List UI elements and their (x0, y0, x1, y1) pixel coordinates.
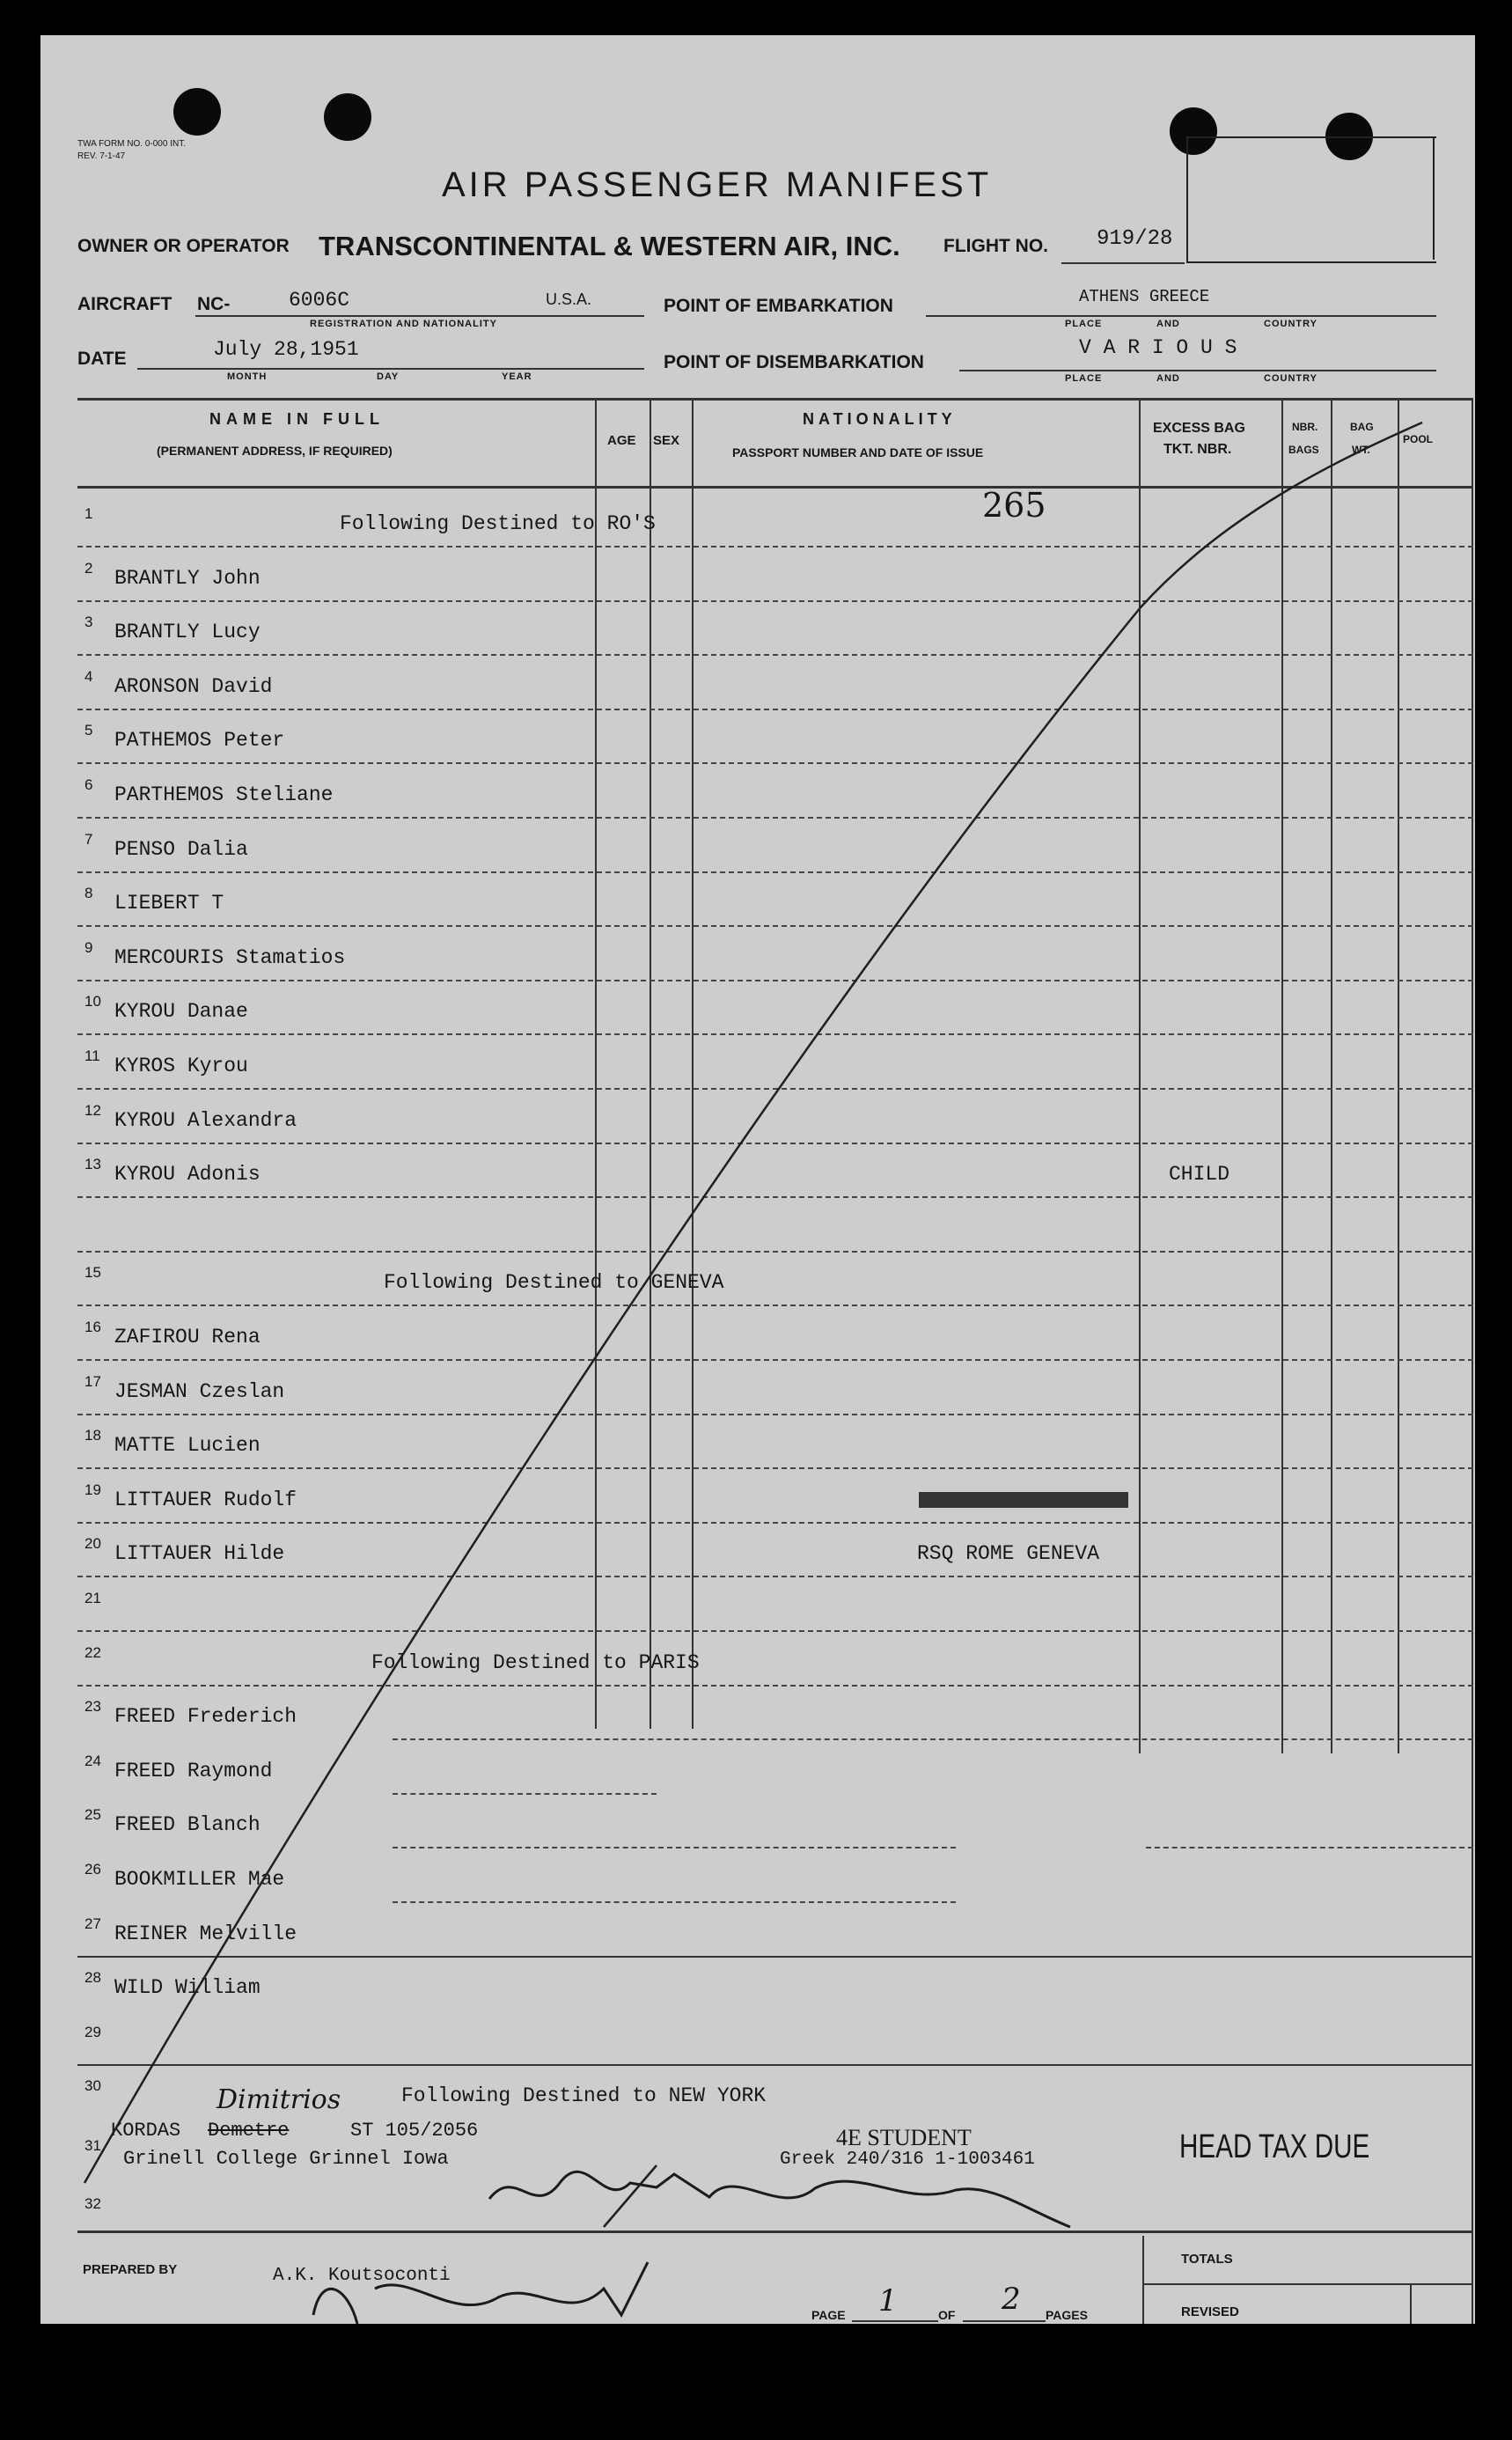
passenger-name: WILD William (114, 1976, 261, 2000)
row-number: 22 (84, 1643, 101, 1661)
col-name-sub: (PERMANENT ADDRESS, IF REQUIRED) (157, 444, 393, 458)
date-day-sub: DAY (377, 371, 400, 382)
row31-struck-name: Demetre (208, 2120, 290, 2142)
col-excess-1: EXCESS BAG (1153, 421, 1245, 436)
flight-number: 919/28 (1097, 227, 1173, 251)
col-name-title: NAME IN FULL (209, 410, 385, 428)
date-label: DATE (77, 349, 127, 369)
passenger-name: BOOKMILLER Mae (114, 1868, 285, 1891)
page-number: 1 (878, 2283, 898, 2319)
passenger-name: KYROU Adonis (114, 1163, 261, 1187)
col-nbr-2: BAGS (1288, 444, 1319, 456)
passenger-name: BRANTLY Lucy (114, 621, 261, 644)
revised-label: REVISED (1181, 2304, 1239, 2319)
passenger-name: BRANTLY John (114, 566, 261, 590)
row-number-31: 31 (84, 2137, 101, 2154)
row31-name: KORDAS (111, 2120, 181, 2142)
passenger-name: MATTE Lucien (114, 1434, 261, 1458)
aircraft-nation: U.S.A. (546, 290, 592, 308)
of-label: OF (938, 2308, 956, 2322)
row-number: 16 (84, 1319, 101, 1335)
passenger-name: ZAFIROU Rena (114, 1326, 261, 1349)
row-number: 1 (84, 505, 93, 522)
row-number: 29 (84, 2023, 101, 2040)
passenger-name: PATHEMOS Peter (114, 729, 285, 753)
embark-place-sub: PLACE (1065, 319, 1103, 329)
embark-and-sub: AND (1156, 319, 1180, 329)
owner-label: OWNER OR OPERATOR (77, 236, 290, 256)
row-number: 19 (84, 1481, 101, 1498)
destination-heading: Following Destined to PARIS (371, 1650, 700, 1674)
passenger-name: FREED Blanch (114, 1813, 261, 1837)
destination-heading: Following Destined to GENEVA (384, 1271, 724, 1295)
row31-id: ST 105/2056 (350, 2120, 479, 2142)
row-number: 7 (84, 830, 93, 848)
date-month-sub: MONTH (227, 371, 268, 382)
row31-status-stamp: 4E STUDENT (836, 2125, 972, 2150)
prepared-by: A.K. Koutsoconti (273, 2266, 451, 2286)
date-value: July 28,1951 (213, 338, 359, 361)
passenger-name: KYROS Kyrou (114, 1055, 248, 1077)
flight-label: FLIGHT NO. (943, 236, 1048, 256)
pages-label: PAGES (1046, 2308, 1088, 2322)
excess-bag-value: CHILD (1169, 1163, 1230, 1187)
row-number: 3 (84, 614, 93, 631)
passenger-name: FREED Raymond (114, 1759, 273, 1782)
row31-handwritten-name: Dimitrios (217, 2084, 341, 2115)
registration-label: REGISTRATION AND NATIONALITY (310, 319, 497, 329)
row31-tax-note: HEAD TAX DUE (1179, 2128, 1370, 2165)
row-number: 18 (84, 1427, 101, 1444)
row-number: 24 (84, 1752, 101, 1769)
totals-label: TOTALS (1181, 2252, 1233, 2267)
total-pages: 2 (1002, 2282, 1021, 2317)
page-label: PAGE (811, 2308, 846, 2322)
nationality-value: RSQ ROME GENEVA (917, 1542, 1100, 1566)
operator-name: TRANSCONTINENTAL & WESTERN AIR, INC. (319, 231, 900, 261)
disembark-place-sub: PLACE (1065, 373, 1103, 384)
passenger-name: LIEBERT T (114, 892, 224, 915)
col-sex: SEX (653, 433, 680, 448)
passenger-name: ARONSON David (114, 674, 273, 698)
disembarkation-label: POINT OF DISEMBARKATION (664, 352, 924, 372)
col-nationality-title: NATIONALITY (803, 410, 957, 428)
stamp-number: 265 (982, 486, 1046, 525)
col-bag-1: BAG (1350, 421, 1374, 433)
row-number: 12 (84, 1101, 101, 1119)
row-number: 28 (84, 1969, 101, 1987)
manifest-paper (40, 35, 1475, 2324)
row-number: 21 (84, 1590, 101, 1606)
destination-heading: Following Destined to NEW YORK (401, 2084, 767, 2108)
passenger-name: FREED Frederich (114, 1705, 297, 1729)
totals-line (1142, 2283, 1472, 2285)
row-number: 13 (84, 1156, 101, 1173)
passenger-name: LITTAUER Hilde (114, 1542, 285, 1566)
passenger-name: JESMAN Czeslan (114, 1379, 285, 1403)
aircraft-number: 6006C (289, 289, 350, 312)
row-number: 23 (84, 1698, 101, 1716)
col-excess-2: TKT. NBR. (1163, 442, 1232, 457)
row-number: 9 (84, 938, 93, 956)
row-number: 10 (84, 993, 101, 1011)
row-number: 30 (84, 2077, 101, 2095)
col-nbr-1: NBR. (1292, 421, 1318, 433)
form-number: TWA FORM NO. 0-000 INT. (77, 139, 186, 149)
prepared-label: PREPARED BY (83, 2262, 178, 2277)
passenger-name: KYROU Danae (114, 1000, 248, 1024)
row-number: 2 (84, 559, 93, 577)
passenger-name: REINER Melville (114, 1922, 297, 1945)
passenger-name: MERCOURIS Stamatios (114, 945, 346, 969)
embarkation-value: ATHENS GREECE (1079, 287, 1210, 306)
page-title: AIR PASSENGER MANIFEST (442, 165, 993, 204)
col-age: AGE (607, 433, 636, 448)
row-number: 15 (84, 1264, 101, 1282)
embarkation-label: POINT OF EMBARKATION (664, 296, 893, 316)
row-number-32: 32 (84, 2195, 101, 2212)
passenger-name: PENSO Dalia (114, 837, 248, 861)
row-number: 20 (84, 1535, 101, 1553)
aircraft-prefix: NC- (197, 294, 231, 314)
disembark-country-sub: COUNTRY (1264, 373, 1317, 384)
passenger-name: PARTHEMOS Steliane (114, 783, 334, 806)
row-number: 27 (84, 1915, 101, 1932)
disembarkation-value: V A R I O U S (1079, 336, 1237, 359)
row-number: 17 (84, 1372, 101, 1390)
row-number: 11 (84, 1047, 100, 1064)
col-pool: POOL (1403, 433, 1434, 445)
date-year-sub: YEAR (502, 371, 532, 382)
row-number: 6 (84, 776, 93, 793)
totals-divider (1410, 2285, 1412, 2324)
disembark-and-sub: AND (1156, 373, 1180, 384)
col-nationality-sub: PASSPORT NUMBER AND DATE OF ISSUE (732, 445, 984, 459)
row31-address: Grinell College Grinnel Iowa (123, 2148, 449, 2170)
row-number: 4 (84, 667, 93, 685)
row31-passport: Greek 240/316 1-1003461 (780, 2150, 1035, 2170)
passenger-name: KYROU Alexandra (114, 1108, 297, 1132)
cancel-line (40, 35, 1475, 2324)
aircraft-label: AIRCRAFT (77, 294, 172, 314)
passenger-name: LITTAUER Rudolf (114, 1488, 297, 1511)
page-line (852, 2320, 938, 2322)
destination-heading: Following Destined to RO'S (340, 512, 656, 535)
embark-country-sub: COUNTRY (1264, 319, 1317, 329)
form-revision: REV. 7-1-47 (77, 151, 126, 161)
row-number: 26 (84, 1861, 101, 1878)
row-number: 8 (84, 885, 93, 902)
col-bag-2: WT. (1352, 444, 1370, 456)
of-line (963, 2320, 1046, 2322)
row-number: 25 (84, 1806, 101, 1824)
row-number: 5 (84, 722, 93, 739)
